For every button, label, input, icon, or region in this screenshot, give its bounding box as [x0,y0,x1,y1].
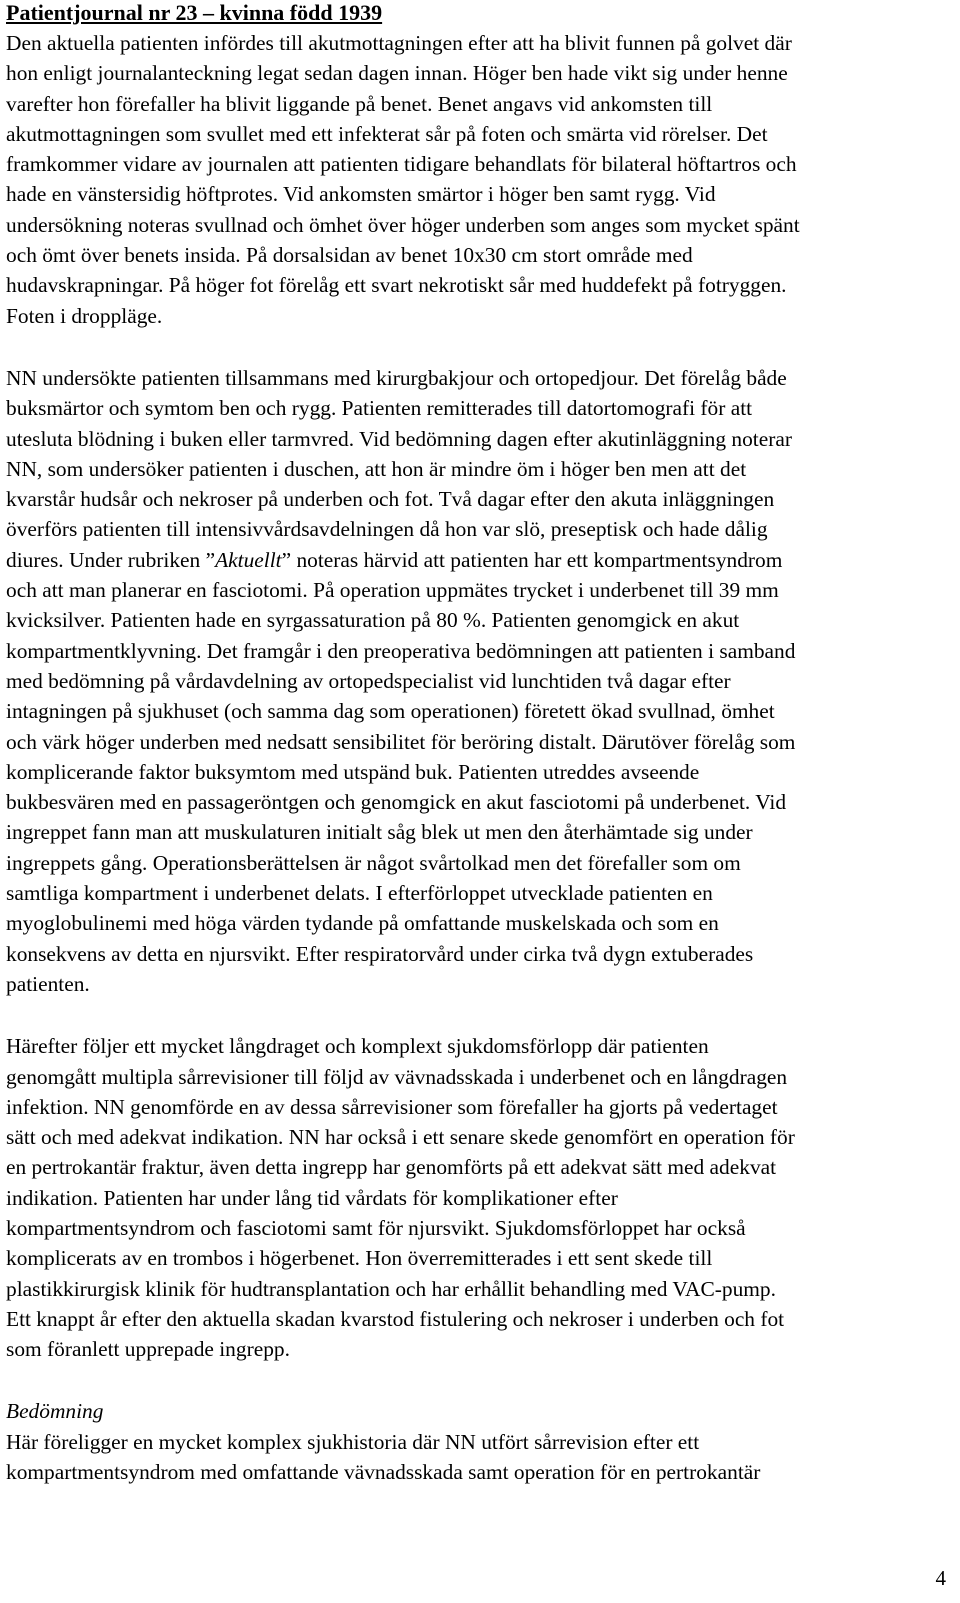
document-page [6,0,948,1487]
text-line: intagningen på sjukhuset (och samma dag som operationen) företett ökad svullnad, ömhet [6,699,775,724]
paragraph-gap [6,999,948,1031]
text-line: Här föreligger en mycket komplex sjukhistoria där NN utfört sårrevision efter ett [6,1429,700,1454]
text-line-rubrik [6,545,948,575]
text-line: och att man planerar en fasciotomi. På operation uppmätes trycket i underbenet till 39 mm [6,578,779,603]
text-line: kompartmentsyndrom och fasciotomi samt för njursvikt. Sjukdomsförloppet har också [6,1215,746,1240]
text-line: kompartmentsyndrom med omfattande vävnadsskada samt operation för en pertrokantär [6,1460,761,1485]
text-line: patienten. [6,971,90,996]
text-line: kompartmentklyvning. Det framgår i den preoperativa bedömningen att patienten i samband [6,638,796,663]
text-line: genomgått multipla sårrevisioner till följd av vävnadsskada i underbenet och en långdragen [6,1064,788,1089]
text-line: bukbesvären med en passageröntgen och genomgick en akut fasciotomi på underbenet. Vid [6,790,787,815]
text-line: Foten i droppläge. [6,303,163,328]
text-line: utesluta blödning i buken eller tarmvred. Vid bedömning dagen efter akutinläggning noterar [6,426,792,451]
text-line: komplicerats av en trombos i högerbenet. Hon överremitterades i ett sent skede till [6,1246,713,1271]
document-title: Patientjournal nr 23 – kvinna född 1939 [6,0,383,25]
text-line: Den aktuella patienten infördes till akutmottagningen efter att ha blivit funnen på golvet där [6,31,792,55]
page-number: 4 [935,1566,946,1590]
text-line: och värk höger underben med nedsatt sensibilitet för beröring distalt. Därutöver förelåg som [6,729,796,754]
text-line: kvicksilver. Patienten hade en syrgassaturation på 80 %. Patienten genomgick en akut [6,608,740,633]
text-line: buksmärtor och symtom ben och rygg. Patienten remitterades till datortomografi för att [6,396,753,421]
text-line: som föranlett upprepade ingrepp. [6,1337,290,1362]
text-line: framkommer vidare av journalen att patienten tidigare behandlats för bilateral höftartros och [6,152,797,177]
text-line: ingreppets gång. Operationsberättelsen är något svårtolkad men det förefaller som om [6,850,741,875]
text-line: komplicerande faktor buksymtom med utspänd buk. Patienten utreddes avseende [6,759,700,784]
text-line: konsekvens av detta en njursvikt. Efter respiratorvård under cirka två dygn extuberades [6,941,754,966]
text-line: myoglobulinemi med höga värden tydande på omfattande muskelskada och som en [6,911,719,936]
rubrik-suffix: ” noteras härvid att patienten har ett kompartmentsyndrom [281,547,783,572]
paragraph-course [6,363,948,999]
paragraph-gap [6,331,948,363]
text-line: NN, som undersöker patienten i duschen, att hon är mindre öm i höger ben men att det [6,456,747,481]
paragraph-gap [6,1364,948,1396]
assessment-heading: Bedömning [6,1399,104,1424]
text-line: med bedömning på vårdavdelning av ortopedspecialist vid lunchtiden två dagar efter [6,668,731,693]
text-line: hudavskrapningar. På höger fot förelåg ett svart nekrotiskt sår med huddefekt på fotryggen. [6,273,787,298]
paragraph-assessment [6,1427,948,1488]
text-line: akutmottagningen som svullet med ett infekterat sår på foten och smärta vid rörelser. Det [6,121,768,146]
text-line: sätt och med adekvat indikation. NN har också i ett senare skede genomfört en operation för [6,1125,795,1150]
text-line: infektion. NN genomförde en av dessa sårrevisioner som förefaller ha gjorts på vedertaget [6,1094,778,1119]
text-line: samtliga kompartment i underbenet delats. I efterförloppet utvecklade patienten en [6,881,713,906]
text-line: indikation. Patienten har under lång tid vårdats för komplikationer efter [6,1185,618,1210]
text-line: NN undersökte patienten tillsammans med kirurgbakjour och ortopedjour. Det förelåg både [6,365,787,390]
text-line: och ömt över benets insida. På dorsalsidan av benet 10x30 cm stort område med [6,243,693,268]
text-line: varefter hon förefaller ha blivit liggande på benet. Benet angavs vid ankomsten till [6,91,713,116]
text-line: kvarstår hudsår och nekroser på underben och fot. Två dagar efter den akuta inläggningen [6,487,775,512]
text-line: ingreppet fann man att muskulaturen initialt såg blek ut men den återhämtade sig under [6,820,753,845]
text-line: undersökning noteras svullnad och ömhet över höger underben som anges som mycket spänt [6,212,800,237]
text-line: Härefter följer ett mycket långdraget och komplext sjukdomsförlopp där patienten [6,1034,709,1059]
rubrik-prefix: diures. Under rubriken ” [6,547,216,572]
text-line: plastikkirurgisk klinik för hudtransplantation och har erhållit behandling med VAC-pump. [6,1276,776,1301]
rubrik-italic: Aktuellt [215,547,282,572]
text-line: hon enligt journalanteckning legat sedan dagen innan. Höger ben hade vikt sig under henne [6,61,788,86]
text-line: en pertrokantär fraktur, även detta ingrepp har genomförts på ett adekvat sätt med adekvat [6,1155,777,1180]
paragraph-admission [6,28,948,331]
text-line: hade en vänstersidig höftprotes. Vid ankomsten smärtor i höger ben samt rygg. Vid [6,182,716,207]
text-line: överförs patienten till intensivvårdsavdelningen då hon var slö, preseptisk och hade dålig [6,517,768,542]
paragraph-later-course [6,1031,948,1364]
text-line: Ett knappt år efter den aktuella skadan kvarstod fistulering och nekroser i underben och fot [6,1306,785,1331]
